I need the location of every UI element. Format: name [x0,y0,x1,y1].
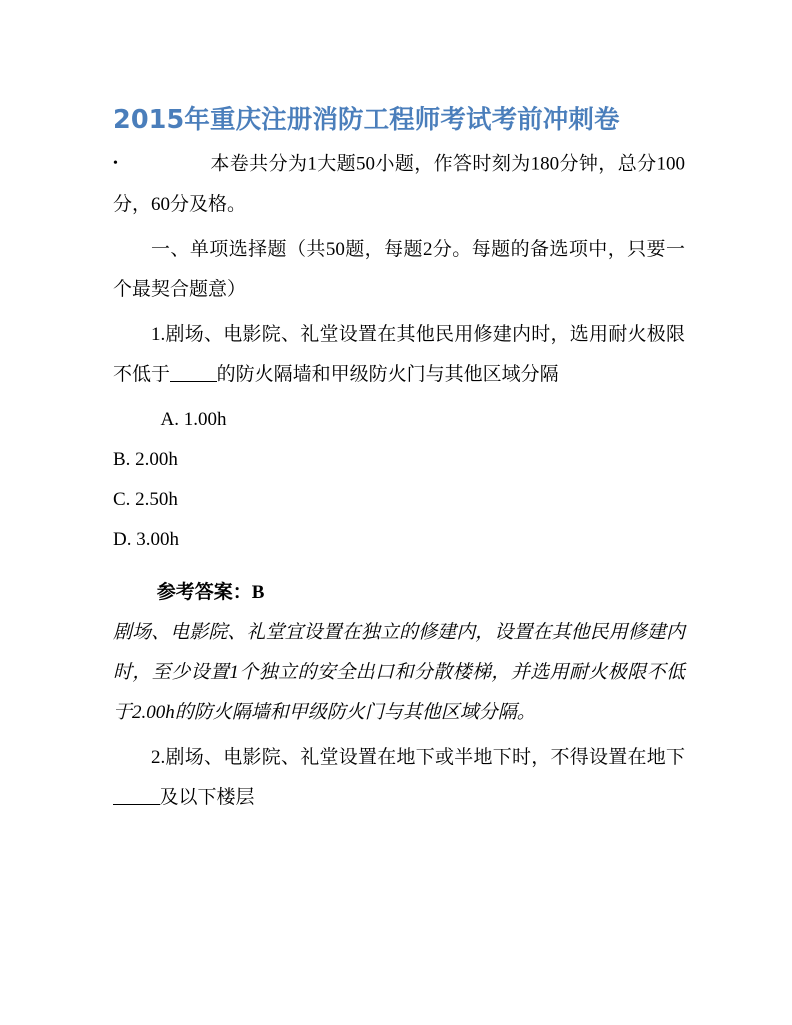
question-1-stem-part2: 的防火隔墙和甲级防火门与其他区域分隔 [216,363,559,385]
section-heading: 一、单项选择题（共50题，每题2分。每题的备选项中，只要一个最契合题意） [113,238,685,300]
question-2-blank[interactable] [113,786,160,805]
answer-label: 参考答案： [156,581,252,603]
bullet-icon: • [113,156,118,171]
question-1-option-d[interactable]: D. 3.00h [113,528,179,550]
question-1-blank[interactable] [170,363,217,382]
answer-value: B [251,581,265,603]
question-1-stem-part1: 剧场、电影院、礼堂设置在其他民用修建内时，选用耐火极限不低于 [113,323,685,385]
spacer [113,560,685,573]
question-1-option-b[interactable]: B. 2.00h [113,448,178,470]
document-content [113,103,685,818]
intro-line-2: ，总分100分，60分及格。 [113,153,685,215]
question-1-number: 1. [151,323,166,345]
question-1-explanation: 剧场、电影院、礼堂宜设置在独立的修建内，设置在其他民用修建内时，至少设置1个独立的安全出口和分散楼梯，并选用耐火极限不低于2.00h的防火隔墙和甲级防火门与其他区域分隔。 [113,621,685,723]
question-1-answer [113,573,685,613]
page-title: 2015年重庆注册消防工程师考试考前冲刺卷 [113,105,620,135]
question-2-stem [113,738,685,818]
question-1-option-a[interactable]: A. 1.00h [160,408,227,430]
question-2-stem-part2: 及以下楼层 [159,786,255,808]
question-1-stem [113,315,685,395]
intro-paragraph [113,144,685,225]
question-2-stem-part1: 剧场、电影院、礼堂设置在地下或半地下时，不得设置在地下 [165,746,685,768]
intro-line-1: 本卷共分为1大题50小题，作答时刻为180分钟 [210,153,599,175]
question-1-option-c[interactable]: C. 2.50h [113,488,178,510]
question-2-number: 2. [151,746,166,768]
